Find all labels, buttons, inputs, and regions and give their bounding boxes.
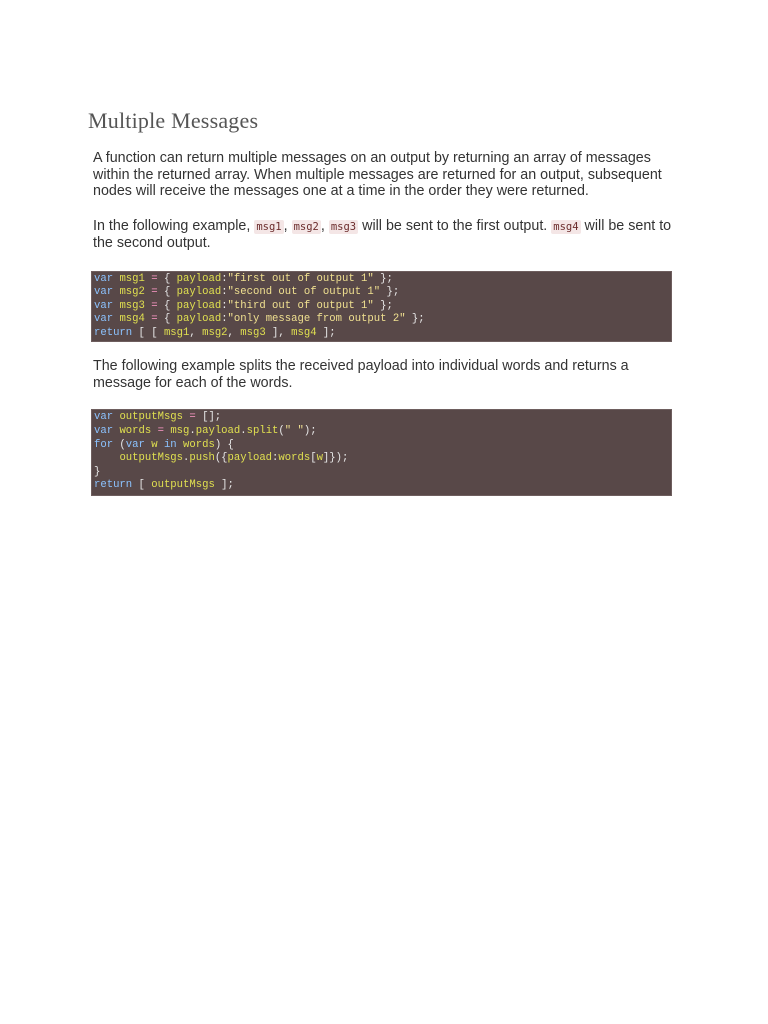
code-token: ];	[214, 479, 234, 492]
code-line	[94, 327, 669, 341]
code-token: [ [	[132, 326, 164, 339]
inline-code-msg3: msg3	[330, 220, 357, 233]
code-token: =	[151, 313, 158, 326]
code-token: :	[221, 313, 228, 326]
code-token: .	[240, 425, 247, 438]
code-token: msg1	[119, 272, 145, 285]
code-token: :	[221, 286, 228, 299]
code-token: ]});	[322, 452, 349, 465]
code-token: msg3	[119, 299, 145, 312]
code-token: var	[94, 299, 114, 312]
code-token: var	[125, 438, 145, 451]
code-line	[94, 439, 669, 453]
document-page	[88, 108, 678, 512]
code-token: payload	[176, 272, 222, 285]
code-token: in	[163, 438, 177, 451]
code-token: words	[119, 425, 152, 438]
code-token: [];	[195, 411, 222, 424]
code-line	[94, 425, 669, 439]
code-token: payload	[176, 313, 222, 326]
code-token: return	[94, 326, 133, 339]
code-line	[94, 313, 669, 327]
code-token: return	[94, 479, 133, 492]
code-token: split	[246, 425, 279, 438]
code-token: words	[278, 452, 311, 465]
code-token: var	[94, 286, 114, 299]
code-token: [	[310, 452, 317, 465]
code-line	[94, 466, 669, 480]
code-token: };	[373, 272, 393, 285]
page-title: Multiple Messages	[88, 108, 259, 133]
code-token: ],	[265, 326, 292, 339]
code-token: =	[151, 299, 158, 312]
code-token: "first out of output 1"	[227, 272, 374, 285]
code-token: =	[157, 425, 164, 438]
code-token: push	[189, 452, 215, 465]
code-token: for	[94, 438, 114, 451]
inline-code-msg1: msg1	[256, 220, 282, 233]
code-token: ];	[316, 326, 336, 339]
code-token: "third out of output 1"	[227, 299, 374, 312]
code-token: msg4	[291, 326, 317, 339]
inline-code-msg4: msg4	[553, 220, 579, 233]
code-token: {	[157, 286, 177, 299]
code-token: msg2	[202, 326, 228, 339]
code-token: var	[94, 272, 114, 285]
code-token: .	[189, 425, 196, 438]
code-line	[94, 286, 669, 300]
code-token: msg3	[240, 326, 266, 339]
code-token: ) {	[214, 438, 234, 451]
code-token: msg	[170, 425, 190, 438]
code-token: :	[221, 272, 228, 285]
code-token: words	[183, 438, 215, 451]
split-paragraph: The following example splits the received payload into individual words and returns a message for each of the words.	[93, 358, 629, 391]
code-token: w	[316, 452, 323, 465]
code-token: .	[183, 452, 190, 465]
code-token: };	[373, 299, 393, 312]
code-token: msg4	[119, 313, 145, 326]
code-token: "second out of output 1"	[227, 286, 381, 299]
code-line	[94, 479, 669, 493]
code-token: "only message from output 2"	[227, 313, 406, 326]
code-token: ({	[214, 452, 228, 465]
code-token: var	[94, 425, 114, 438]
code-block-split-words	[91, 409, 672, 496]
code-token: w	[151, 438, 158, 451]
code-token: }	[94, 465, 101, 478]
code-token: ,	[189, 326, 203, 339]
example-prefix: In the following example,	[93, 217, 255, 234]
code-token: =	[151, 286, 158, 299]
inline-code-msg2: msg2	[293, 220, 319, 233]
code-token: outputMsgs	[119, 452, 184, 465]
code-token: var	[94, 411, 114, 424]
code-token: " "	[284, 425, 304, 438]
code-token: {	[157, 313, 177, 326]
separator: ,	[320, 217, 329, 234]
code-line	[94, 300, 669, 314]
code-token: outputMsgs	[119, 411, 184, 424]
separator: ,	[283, 217, 292, 234]
code-token: :	[272, 452, 279, 465]
code-token: payload	[176, 286, 222, 299]
code-token: msg1	[163, 326, 190, 339]
code-line	[94, 411, 669, 425]
code-block-multiple-outputs	[91, 271, 672, 343]
example-paragraph	[93, 218, 678, 252]
code-token: payload	[227, 452, 273, 465]
code-token: (	[113, 438, 126, 451]
code-line	[94, 273, 669, 287]
code-token: ,	[227, 326, 241, 339]
code-token: );	[303, 425, 317, 438]
code-token: =	[151, 272, 158, 285]
intro-paragraph: A function can return multiple messages on an output by returning an array of messages within the returned array. When multiple messages are returned for an output, subsequent nodes will receive the messages one at a time in the order they were returned.	[93, 150, 662, 199]
code-token: };	[380, 286, 400, 299]
code-token	[94, 452, 119, 464]
code-token: payload	[176, 299, 222, 312]
code-token: };	[405, 313, 425, 326]
code-token: payload	[195, 425, 241, 438]
example-middle: will be sent to the first output.	[358, 217, 552, 234]
code-line	[94, 452, 669, 466]
code-token: {	[157, 299, 177, 312]
code-token: outputMsgs	[151, 479, 215, 492]
code-token: [	[132, 479, 152, 492]
code-token: :	[221, 299, 228, 312]
code-token: =	[189, 411, 196, 424]
code-token: (	[278, 425, 285, 438]
code-token: msg2	[119, 286, 145, 299]
example-suffix: will be sent to the second output.	[93, 217, 672, 251]
code-token: {	[157, 272, 177, 285]
code-token: var	[94, 313, 114, 326]
